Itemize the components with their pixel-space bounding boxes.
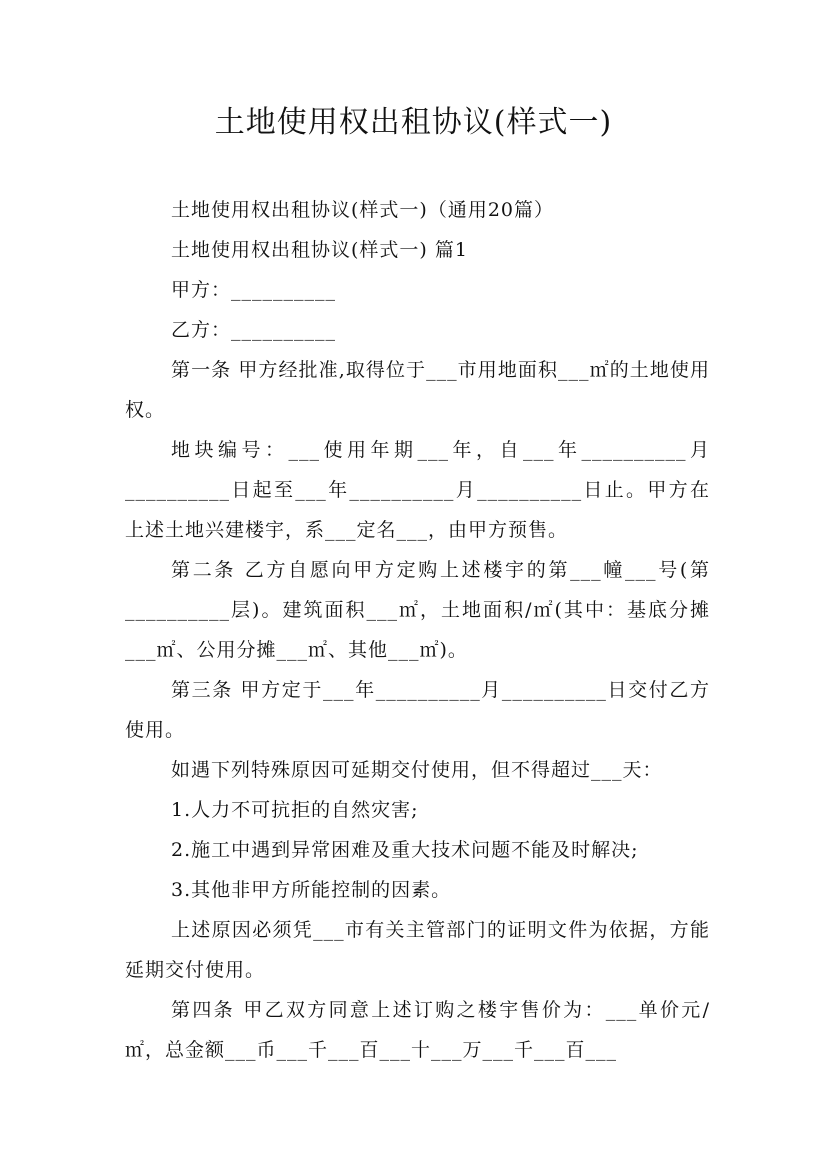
parcel-paragraph: 地块编号：___使用年期___年，自___年__________月__________日起至___年__________月__________日止。甲方在上述土地兴建楼宇，系___定名___，由甲方预售。 — [125, 439, 710, 541]
article-3: 第三条 甲方定于___年__________月__________日交付乙方使用。 — [125, 679, 710, 741]
list-item-3: 3.其他非甲方所能控制的因素。 — [171, 879, 452, 901]
evidence-paragraph: 上述原因必须凭___市有关主管部门的证明文件为依据，方能延期交付使用。 — [125, 919, 710, 981]
list-item-2: 2.施工中遇到异常困难及重大技术问题不能及时解决; — [171, 839, 639, 861]
article-4: 第四条 甲乙双方同意上述订购之楼宇售价为：___单价元/㎡，总金额___币___千___百___十___万___千___百___ — [125, 999, 710, 1061]
party-b-line: 乙方：__________ — [171, 319, 337, 341]
section-heading: 土地使用权出租协议(样式一) 篇1 — [171, 239, 468, 261]
subtitle-paragraph: 土地使用权出租协议(样式一)（通用20篇） — [171, 199, 555, 221]
article-2: 第二条 乙方自愿向甲方定购上述楼宇的第___幢___号(第__________层)。建筑面积___㎡，土地面积/㎡(其中：基底分摊___㎡、公用分摊___㎡、其他___㎡)。 — [125, 559, 710, 661]
list-item-1: 1.人力不可抗拒的自然灾害; — [171, 799, 419, 821]
article-1: 第一条 甲方经批准,取得位于___市用地面积___㎡的土地使用权。 — [125, 359, 710, 421]
document-body — [125, 190, 710, 1070]
document-title: 土地使用权出租协议(样式一) — [214, 105, 613, 140]
party-a-line: 甲方：__________ — [171, 279, 337, 301]
delay-paragraph: 如遇下列特殊原因可延期交付使用，但不得超过___天： — [171, 759, 663, 781]
